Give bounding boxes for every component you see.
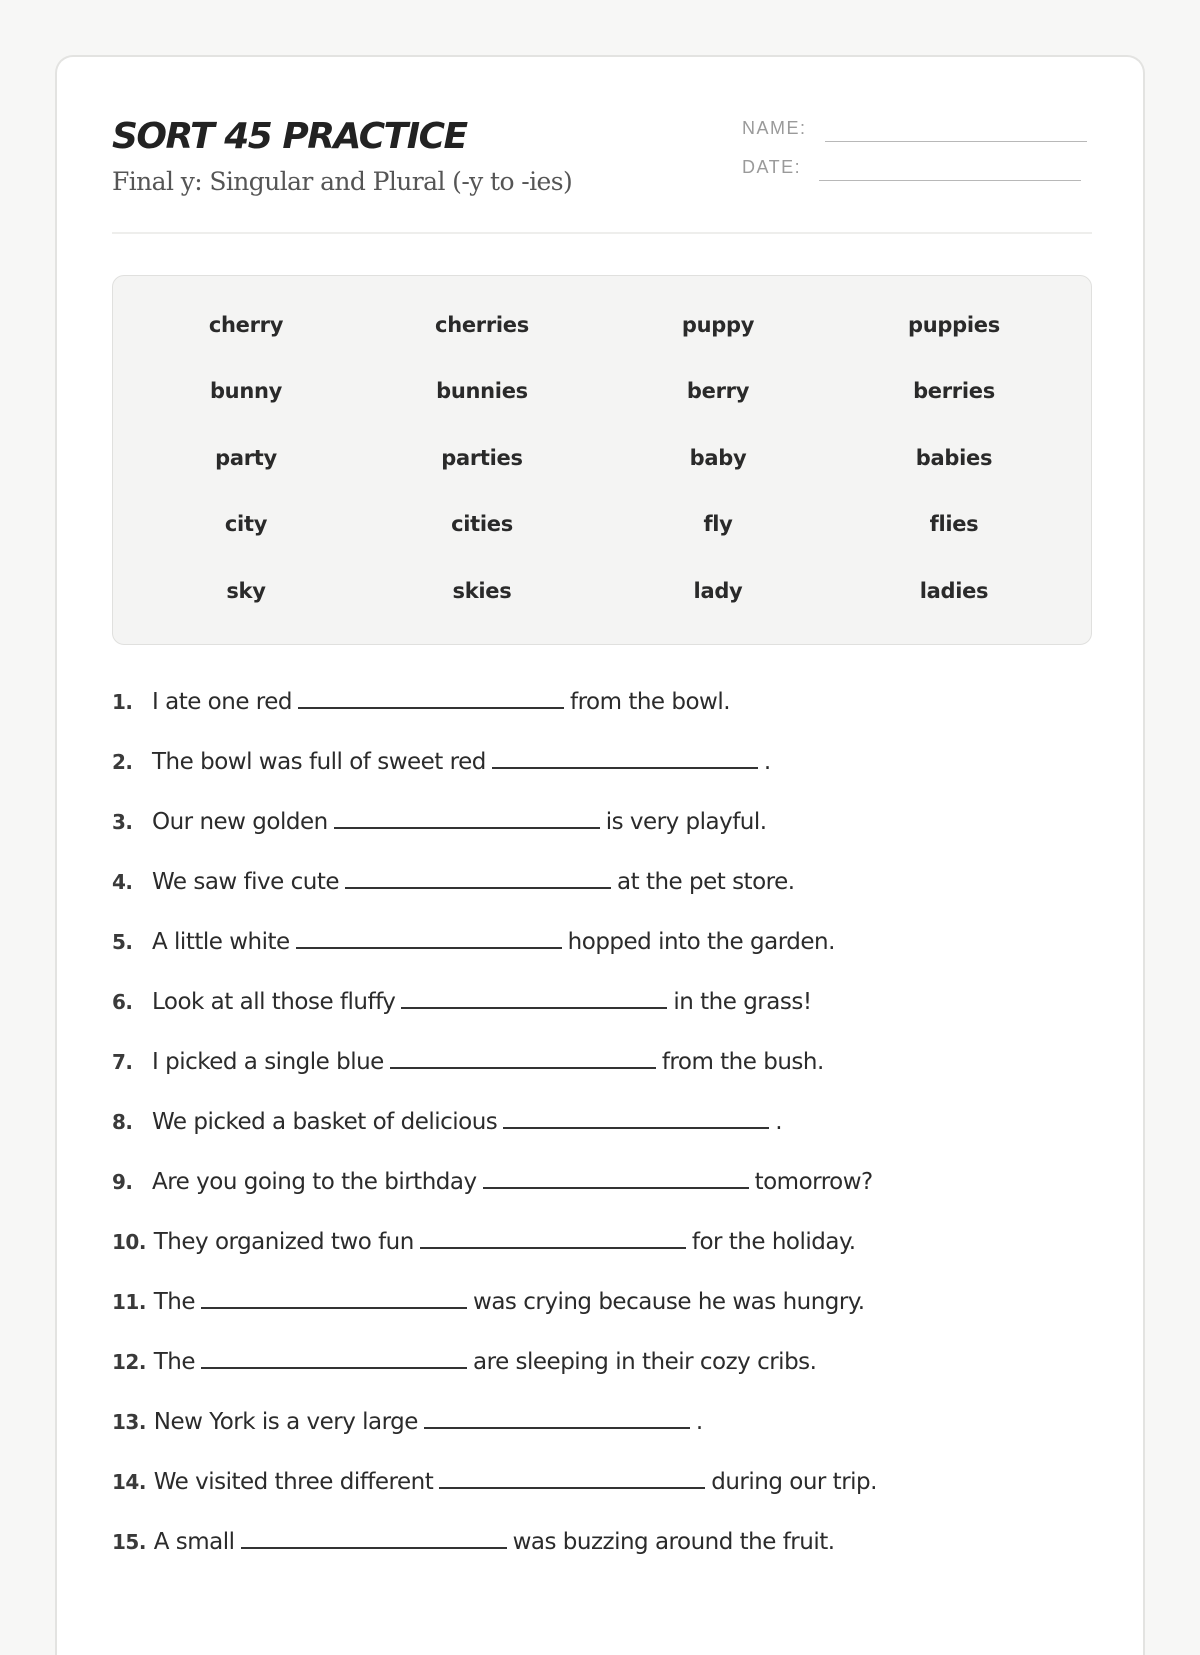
sentence-item [112,682,1092,722]
sentence-text-before: I ate one red [152,689,292,715]
sentence-text-after: . [775,1109,783,1135]
answer-blank[interactable] [296,929,562,949]
sentence-number: 11. [112,1290,146,1314]
sentence-text-after: tomorrow? [754,1169,873,1195]
sentence-number: 5. [112,930,133,954]
sentence-text-before: New York is a very large [153,1409,418,1435]
sentence-text-before: Look at all those fluffy [152,989,396,1015]
sentence-item [112,742,1092,782]
sentence-text-after: . [695,1409,703,1435]
sentence-text-before: Are you going to the birthday [152,1169,477,1195]
word-bank-word: babies [915,446,993,470]
sentence-number: 15. [112,1530,146,1554]
sentence-text-before: A small [153,1529,235,1555]
answer-blank[interactable] [241,1529,507,1549]
sentence-text-before: The [153,1349,196,1375]
sentence-item [112,1462,1092,1502]
sentence-item [112,982,1092,1022]
sentence-item [112,922,1092,962]
word-bank-word: puppy [681,313,755,337]
word-bank-word: bunnies [436,379,528,403]
sentence-item [112,1342,1092,1382]
answer-blank[interactable] [483,1169,749,1189]
sentence-text-after: at the pet store. [617,869,795,895]
sentence-number: 7. [112,1050,133,1074]
name-field[interactable] [825,141,1087,142]
sentence-number: 12. [112,1350,146,1374]
page-title: SORT 45 PRACTICE [112,116,467,157]
answer-blank[interactable] [345,869,611,889]
sentence-text-after: from the bowl. [569,689,731,715]
sentence-number: 10. [112,1230,146,1254]
word-bank-word: fly [703,512,733,536]
worksheet-page [55,55,1145,1655]
sentence-text-before: I picked a single blue [152,1049,384,1075]
word-bank-word: cherry [208,313,284,337]
date-label: DATE: [742,157,802,177]
sentence-text-before: We visited three different [153,1469,434,1495]
sentence-text-after: are sleeping in their cozy cribs. [473,1349,817,1375]
answer-blank[interactable] [390,1049,656,1069]
word-bank-word: skies [452,579,512,603]
sentence-number: 6. [112,990,133,1014]
word-bank-word: berry [686,379,750,403]
word-bank-word: sky [226,579,266,603]
word-bank-word: berries [913,379,995,403]
sentence-item [112,1402,1092,1442]
sentence-number: 4. [112,870,133,894]
word-bank-word: parties [441,446,523,470]
sentence-number: 1. [112,690,133,714]
sentence-item [112,1102,1092,1142]
sentence-text-after: was crying because he was hungry. [473,1289,865,1315]
sentence-text-before: We saw five cute [152,869,340,895]
answer-blank[interactable] [401,989,667,1009]
word-bank [112,275,1092,645]
header-divider [112,232,1092,234]
answer-blank[interactable] [420,1229,686,1249]
sentence-item [112,802,1092,842]
word-bank-word: cities [451,512,513,536]
sentence-number: 13. [112,1410,146,1434]
answer-blank[interactable] [201,1349,467,1369]
answer-blank[interactable] [298,689,564,709]
sentence-text-before: The bowl was full of sweet red [152,749,486,775]
answer-blank[interactable] [201,1289,467,1309]
sentence-text-after: from the bush. [661,1049,824,1075]
sentence-text-after: hopped into the garden. [567,929,835,955]
word-bank-word: baby [689,446,747,470]
sentence-text-before: The [153,1289,196,1315]
sentence-item [112,1042,1092,1082]
sentence-item [112,1162,1092,1202]
sentence-text-after: in the grass! [673,989,812,1015]
sentence-number: 9. [112,1170,133,1194]
word-bank-word: party [215,446,277,470]
sentence-text-after: during our trip. [711,1469,877,1495]
sentence-text-before: They organized two fun [153,1229,414,1255]
sentence-number: 14. [112,1470,146,1494]
page-subtitle: Final y: Singular and Plural (-y to -ies) [112,167,573,196]
sentence-item [112,862,1092,902]
word-bank-word: city [224,512,268,536]
sentence-number: 3. [112,810,133,834]
sentence-text-before: Our new golden [152,809,328,835]
sentence-text-before: A little white [152,929,290,955]
name-label: NAME: [742,118,807,138]
sentence-text-after: was buzzing around the fruit. [512,1529,835,1555]
word-bank-word: ladies [919,579,989,603]
sentence-text-after: . [763,749,771,775]
word-bank-word: cherries [435,313,529,337]
sentence-number: 2. [112,750,133,774]
word-bank-word: lady [693,579,743,603]
sentence-text-after: is very playful. [605,809,767,835]
word-bank-word: bunny [209,379,283,403]
sentence-text-after: for the holiday. [691,1229,856,1255]
answer-blank[interactable] [503,1109,769,1129]
sentence-item [112,1522,1092,1562]
sentence-item [112,1222,1092,1262]
answer-blank[interactable] [492,749,758,769]
word-bank-word: puppies [908,313,1000,337]
answer-blank[interactable] [439,1469,705,1489]
word-bank-word: flies [929,512,979,536]
date-field[interactable] [819,180,1081,181]
sentence-number: 8. [112,1110,133,1134]
answer-blank[interactable] [334,809,600,829]
sentence-item [112,1282,1092,1322]
answer-blank[interactable] [424,1409,690,1429]
sentence-text-before: We picked a basket of delicious [152,1109,498,1135]
